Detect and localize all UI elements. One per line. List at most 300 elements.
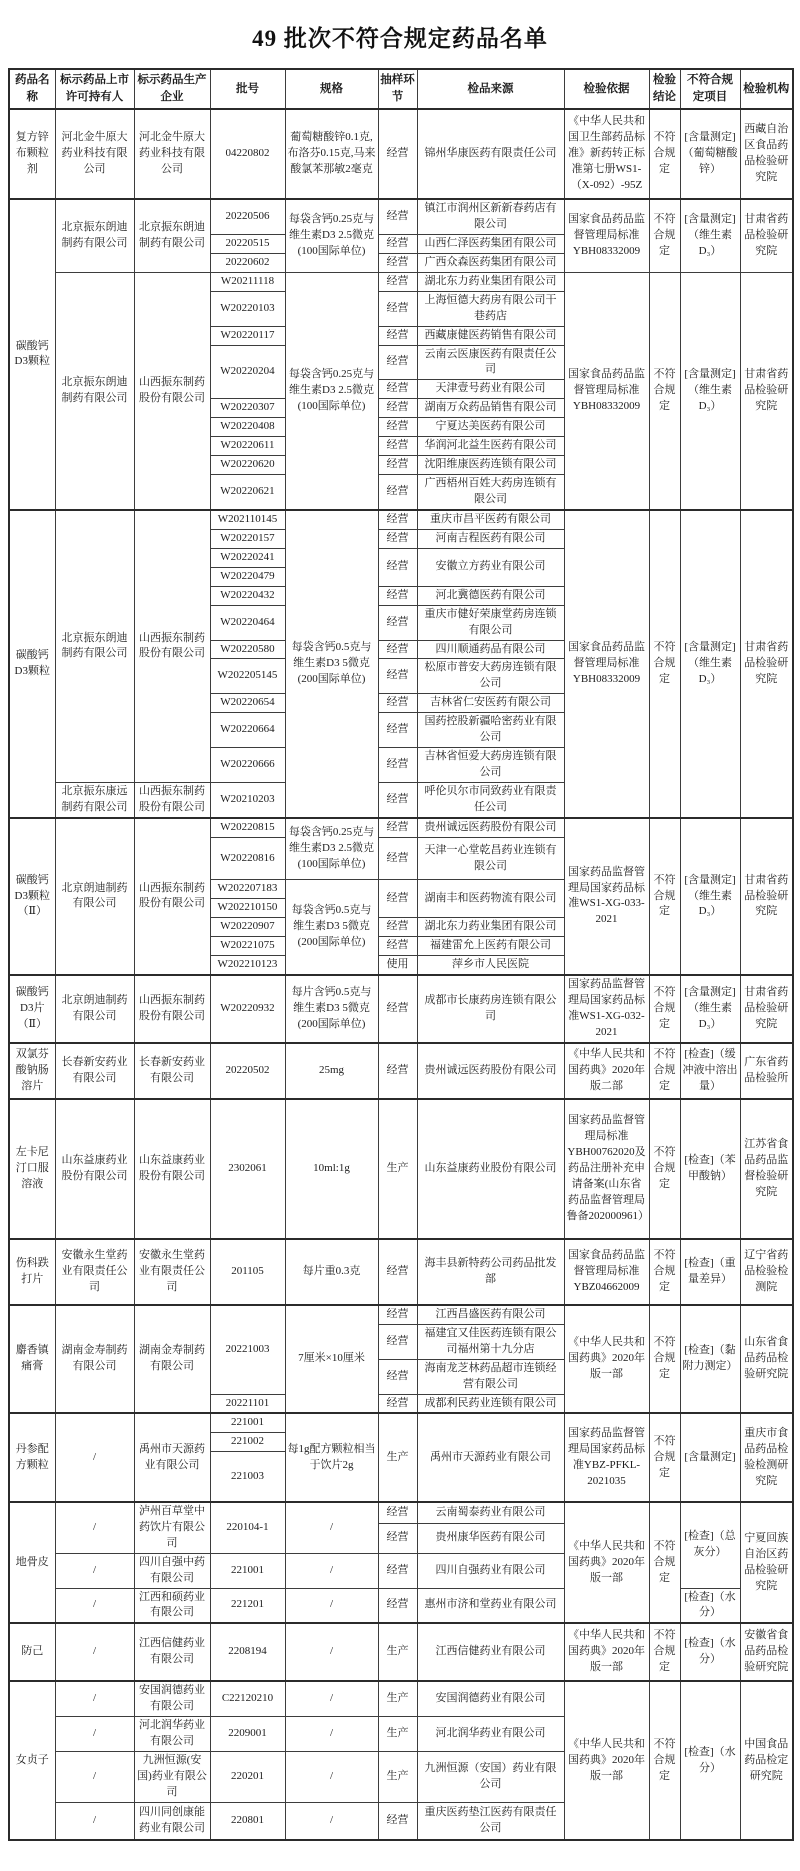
table-cell: [含量测定] — [680, 1413, 740, 1501]
table-cell: 福建雷允上医药有限公司 — [417, 937, 564, 956]
table-cell: C22120210 — [210, 1681, 285, 1716]
table-cell: 经营 — [378, 1524, 417, 1553]
table-cell: 松原市普安大药房连锁有限公司 — [417, 659, 564, 694]
table-cell: [含量测定]（维生素D₃） — [680, 510, 740, 818]
table-cell: 河北润华药业有限公司 — [134, 1717, 210, 1752]
table-cell: 河南吉程医药有限公司 — [417, 529, 564, 548]
table-cell: / — [55, 1502, 134, 1553]
table-cell: W20220654 — [210, 694, 285, 713]
table-cell: 山西仁泽医药集团有限公司 — [417, 234, 564, 253]
table-cell: 221001 — [210, 1413, 285, 1432]
table-cell: W20220907 — [210, 918, 285, 937]
table-cell: 山西振东制药股份有限公司 — [134, 510, 210, 783]
table-cell: 不符合规定 — [649, 1623, 680, 1681]
table-cell: 每片重0.3克 — [285, 1239, 378, 1305]
table-cell: [检查]（水分） — [680, 1681, 740, 1840]
table-cell: W20220307 — [210, 399, 285, 418]
table-cell: 经营 — [378, 456, 417, 475]
column-header: 检验机构 — [740, 69, 793, 109]
table-cell: 220201 — [210, 1752, 285, 1803]
table-cell: 每袋含钙0.5克与维生素D3 5微克(200国际单位) — [285, 510, 378, 818]
table-cell: 2208194 — [210, 1623, 285, 1681]
table-cell: 宁夏达美医药有限公司 — [417, 418, 564, 437]
table-cell: 甘肃省药品检验研究院 — [740, 818, 793, 975]
table-cell: 镇江市润州区新新春药店有限公司 — [417, 199, 564, 234]
table-cell: 2302061 — [210, 1099, 285, 1239]
table-cell: 中国食品药品检定研究院 — [740, 1681, 793, 1840]
table-cell: 生产 — [378, 1717, 417, 1752]
table-cell: 长春新安药业有限公司 — [55, 1043, 134, 1099]
table-cell: 经营 — [378, 548, 417, 586]
table-cell: 经营 — [378, 713, 417, 748]
table-cell: W20220479 — [210, 567, 285, 586]
table-cell: 经营 — [378, 1043, 417, 1099]
table-cell: 每袋含钙0.25克与维生素D3 2.5微克(100国际单位) — [285, 199, 378, 272]
table-cell: / — [55, 1802, 134, 1840]
column-header: 标示药品生产企业 — [134, 69, 210, 109]
table-row — [9, 1239, 793, 1305]
table-cell: 云南蜀泰药业有限公司 — [417, 1502, 564, 1524]
table-cell: 北京振东朗迪制药有限公司 — [134, 199, 210, 272]
table-cell: / — [285, 1553, 378, 1588]
table-row — [9, 1681, 793, 1716]
table-cell: 贵州诚远医药股份有限公司 — [417, 818, 564, 838]
table-cell: 山东益康药业股份有限公司 — [417, 1099, 564, 1239]
table-cell: 《中华人民共和国药典》2020年版一部 — [564, 1681, 649, 1840]
table-cell: 经营 — [378, 253, 417, 272]
table-cell: W20211118 — [210, 272, 285, 291]
table-cell: 惠州市济和堂药业有限公司 — [417, 1588, 564, 1623]
table-cell: 河北冀德医药有限公司 — [417, 586, 564, 605]
table-cell: 地骨皮 — [9, 1502, 55, 1624]
table-cell: 不符合规定 — [649, 199, 680, 272]
table-cell: 甘肃省药品检验研究院 — [740, 510, 793, 818]
table-cell: 江西信健药业有限公司 — [417, 1623, 564, 1681]
table-cell: 女贞子 — [9, 1681, 55, 1840]
table-cell: 每袋含钙0.25克与维生素D3 2.5微克(100国际单位) — [285, 272, 378, 510]
table-cell: 江西信健药业有限公司 — [134, 1623, 210, 1681]
table-cell: W20221075 — [210, 937, 285, 956]
table-cell: 经营 — [378, 1588, 417, 1623]
table-cell: 2209001 — [210, 1717, 285, 1752]
table-cell: 重庆医药垫江医药有限责任公司 — [417, 1802, 564, 1840]
table-cell: 经营 — [378, 783, 417, 818]
table-cell: 山东益康药业股份有限公司 — [134, 1099, 210, 1239]
table-cell: 220104-1 — [210, 1502, 285, 1553]
table-cell: [含量测定]（维生素D₃） — [680, 818, 740, 975]
table-row — [9, 272, 793, 291]
table-cell: W20220432 — [210, 586, 285, 605]
table-cell: 河北金牛原大药业科技有限公司 — [134, 109, 210, 199]
table-cell: / — [285, 1717, 378, 1752]
table-cell: 安国润德药业有限公司 — [417, 1681, 564, 1716]
table-cell: 国家食品药品监督管理局标准YBH08332009 — [564, 199, 649, 272]
table-cell: W20220408 — [210, 418, 285, 437]
table-cell: 220801 — [210, 1802, 285, 1840]
table-row — [9, 1413, 793, 1432]
table-cell: 麝香镇痛膏 — [9, 1305, 55, 1414]
table-cell: / — [285, 1752, 378, 1803]
column-header: 标示药品上市许可持有人 — [55, 69, 134, 109]
table-cell: 经营 — [378, 234, 417, 253]
table-cell: 西藏自治区食品药品检验研究院 — [740, 109, 793, 199]
table-cell: 甘肃省药品检验研究院 — [740, 272, 793, 510]
table-cell: 10ml:1g — [285, 1099, 378, 1239]
report-table — [8, 68, 794, 1841]
table-cell: 禹州市天源药业有限公司 — [417, 1413, 564, 1501]
table-cell: 成都利民药业连锁有限公司 — [417, 1394, 564, 1413]
table-cell: 经营 — [378, 640, 417, 659]
table-cell: 7厘米×10厘米 — [285, 1305, 378, 1414]
table-cell: 山西振东制药股份有限公司 — [134, 783, 210, 818]
table-cell: W20220580 — [210, 640, 285, 659]
table-cell: 重庆市昌平医药有限公司 — [417, 510, 564, 529]
table-cell: 伤科跌打片 — [9, 1239, 55, 1305]
table-cell: [检查]（缓冲液中溶出量） — [680, 1043, 740, 1099]
table-cell: 不符合规定 — [649, 1502, 680, 1624]
table-cell: 安徽省食品药品检验研究院 — [740, 1623, 793, 1681]
table-cell: 云南云医康医药有限责任公司 — [417, 345, 564, 380]
table-cell: 经营 — [378, 1305, 417, 1324]
table-cell: 经营 — [378, 380, 417, 399]
table-cell: 华润河北益生医药有限公司 — [417, 437, 564, 456]
table-cell: 九洲恒源(安国)药业有限公司 — [134, 1752, 210, 1803]
table-cell: 安徽立方药业有限公司 — [417, 548, 564, 586]
table-cell: [检查]（黏附力测定） — [680, 1305, 740, 1414]
table-row — [9, 1305, 793, 1324]
table-cell: 丹参配方颗粒 — [9, 1413, 55, 1501]
column-header: 药品名称 — [9, 69, 55, 109]
table-row — [9, 199, 793, 234]
table-cell: 湖南金寿制药有限公司 — [134, 1305, 210, 1414]
column-header: 不符合规定项目 — [680, 69, 740, 109]
table-cell: 不符合规定 — [649, 818, 680, 975]
table-cell: 四川同创康能药业有限公司 — [134, 1802, 210, 1840]
table-cell: 经营 — [378, 199, 417, 234]
table-cell: 山西振东制药股份有限公司 — [134, 272, 210, 510]
table-cell: / — [285, 1623, 378, 1681]
table-cell: 天津一心堂乾昌药业连锁有限公司 — [417, 838, 564, 880]
table-cell: W202210123 — [210, 956, 285, 975]
table-cell: 每1g配方颗粒相当于饮片2g — [285, 1413, 378, 1501]
table-cell: / — [285, 1588, 378, 1623]
table-cell: 北京振东朗迪制药有限公司 — [55, 272, 134, 510]
table-cell: 四川自强中药有限公司 — [134, 1553, 210, 1588]
table-cell: 国家药品监督管理局标准YBH00762020及药品注册补充申请备案(山东省药品监督管理局鲁备202000961） — [564, 1099, 649, 1239]
table-cell: W20220932 — [210, 975, 285, 1043]
table-cell: 经营 — [378, 529, 417, 548]
table-cell: 江西昌盛医药有限公司 — [417, 1305, 564, 1324]
table-cell: W202207183 — [210, 880, 285, 899]
table-cell: 萍乡市人民医院 — [417, 956, 564, 975]
table-row — [9, 510, 793, 529]
table-cell: 天津壹号药业有限公司 — [417, 380, 564, 399]
table-cell: 经营 — [378, 399, 417, 418]
table-row — [9, 1623, 793, 1681]
table-cell: 经营 — [378, 1394, 417, 1413]
table-cell: / — [55, 1413, 134, 1501]
table-cell: [检查]（水分） — [680, 1623, 740, 1681]
table-cell: W20220117 — [210, 326, 285, 345]
table-cell: 长春新安药业有限公司 — [134, 1043, 210, 1099]
table-cell: 湖南金寿制药有限公司 — [55, 1305, 134, 1414]
table-cell: 经营 — [378, 326, 417, 345]
table-cell: [含量测定]（葡萄糖酸锌） — [680, 109, 740, 199]
page-title: 49 批次不符合规定药品名单 — [252, 26, 548, 51]
table-cell: 221201 — [210, 1588, 285, 1623]
table-cell: 经营 — [378, 605, 417, 640]
table-cell: 吉林省仁安医药有限公司 — [417, 694, 564, 713]
table-cell: 吉林省恒爱大药房连锁有限公司 — [417, 748, 564, 783]
table-cell: 广西梧州百姓大药房连锁有限公司 — [417, 475, 564, 510]
table-cell: 上海恒德大药房有限公司干巷药店 — [417, 291, 564, 326]
table-cell: 江苏省食品药品监督检验研究院 — [740, 1099, 793, 1239]
table-cell: / — [55, 1752, 134, 1803]
table-cell: 重庆市食品药品检验检测研究院 — [740, 1413, 793, 1501]
table-cell: W20220620 — [210, 456, 285, 475]
table-cell: 锦州华康医药有限责任公司 — [417, 109, 564, 199]
table-cell: 北京朗迪制药有限公司 — [55, 818, 134, 975]
table-cell: 经营 — [378, 475, 417, 510]
table-cell: 经营 — [378, 937, 417, 956]
table-cell: 九洲恒源（安国）药业有限公司 — [417, 1752, 564, 1803]
table-cell: [检查]（水分） — [680, 1588, 740, 1623]
table-cell: 04220802 — [210, 109, 285, 199]
table-cell: 生产 — [378, 1413, 417, 1501]
table-cell: 不符合规定 — [649, 510, 680, 818]
table-cell: 葡萄糖酸锌0.1克,布洛芬0.15克,马来酸氯苯那敏2毫克 — [285, 109, 378, 199]
table-cell: 成都市长康药房连锁有限公司 — [417, 975, 564, 1043]
table-cell: W20220611 — [210, 437, 285, 456]
table-cell: 经营 — [378, 659, 417, 694]
table-cell: 不符合规定 — [649, 1099, 680, 1239]
table-cell: 甘肃省药品检验研究院 — [740, 199, 793, 272]
table-cell: 221001 — [210, 1553, 285, 1588]
table-cell: 碳酸钙D3颗粒 — [9, 510, 55, 818]
table-cell: 沈阳维康医药连锁有限公司 — [417, 456, 564, 475]
table-cell: [含量测定]（维生素D₃） — [680, 975, 740, 1043]
table-cell: 每袋含钙0.25克与维生素D3 2.5微克(100国际单位) — [285, 818, 378, 880]
table-cell: 《中华人民共和国卫生部药品标准》新药转正标准第七册WS1-（X-092）-95Z — [564, 109, 649, 199]
table-cell: 经营 — [378, 418, 417, 437]
table-cell: W20220666 — [210, 748, 285, 783]
table-cell: 201105 — [210, 1239, 285, 1305]
table-cell: 北京振东朗迪制药有限公司 — [55, 510, 134, 783]
table-cell: W20220464 — [210, 605, 285, 640]
table-cell: 不符合规定 — [649, 975, 680, 1043]
table-cell: 不符合规定 — [649, 109, 680, 199]
table-cell: W20220621 — [210, 475, 285, 510]
column-header: 批号 — [210, 69, 285, 109]
table-cell: 国药控股新疆哈密药业有限公司 — [417, 713, 564, 748]
table-cell: 国家食品药品监督管理局标准YBH08332009 — [564, 510, 649, 818]
table-cell: 经营 — [378, 918, 417, 937]
table-cell: 不符合规定 — [649, 1681, 680, 1840]
table-cell: 江西和硕药业有限公司 — [134, 1588, 210, 1623]
table-cell: 山西振东制药股份有限公司 — [134, 975, 210, 1043]
table-cell: 河北润华药业有限公司 — [417, 1717, 564, 1752]
table-cell: 国家食品药品监督管理局标准YBZ04662009 — [564, 1239, 649, 1305]
table-cell: 20221101 — [210, 1394, 285, 1413]
table-cell: 《中华人民共和国药典》2020年版一部 — [564, 1623, 649, 1681]
table-cell: 海南龙芝林药品超市连锁经营有限公司 — [417, 1359, 564, 1394]
table-cell: W20220815 — [210, 818, 285, 838]
table-cell: 经营 — [378, 880, 417, 918]
table-cell: 经营 — [378, 345, 417, 380]
table-cell: [含量测定]（维生素D₃） — [680, 199, 740, 272]
table-cell: 《中华人民共和国药典》2020年版二部 — [564, 1043, 649, 1099]
table-cell: 经营 — [378, 510, 417, 529]
table-row — [9, 1099, 793, 1239]
table-cell: 山东省食品药品检验研究院 — [740, 1305, 793, 1414]
table-cell: 复方锌布颗粒剂 — [9, 109, 55, 199]
table-cell: / — [55, 1717, 134, 1752]
table-cell: / — [55, 1588, 134, 1623]
table-cell: 防己 — [9, 1623, 55, 1681]
table-cell: 北京振东朗迪制药有限公司 — [55, 199, 134, 272]
table-cell: 《中华人民共和国药典》2020年版一部 — [564, 1305, 649, 1414]
table-cell: 国家食品药品监督管理局标准YBH08332009 — [564, 272, 649, 510]
table-cell: 湖南万众药品销售有限公司 — [417, 399, 564, 418]
table-cell: 左卡尼汀口服溶液 — [9, 1099, 55, 1239]
table-cell: 经营 — [378, 272, 417, 291]
table-cell: 经营 — [378, 291, 417, 326]
table-cell: [检查]（总灰分） — [680, 1502, 740, 1588]
table-cell: 安徽永生堂药业有限责任公司 — [134, 1239, 210, 1305]
table-cell: 经营 — [378, 975, 417, 1043]
table-cell: 生产 — [378, 1681, 417, 1716]
table-cell: W20220157 — [210, 529, 285, 548]
table-cell: 甘肃省药品检验研究院 — [740, 975, 793, 1043]
table-cell: 20220515 — [210, 234, 285, 253]
table-cell: 广东省药品检验所 — [740, 1043, 793, 1099]
table-cell: 安徽永生堂药业有限责任公司 — [55, 1239, 134, 1305]
table-cell: 经营 — [378, 1324, 417, 1359]
table-cell: 贵州康华医药有限公司 — [417, 1524, 564, 1553]
table-cell: 20220502 — [210, 1043, 285, 1099]
table-cell: 《中华人民共和国药典》2020年版一部 — [564, 1502, 649, 1624]
table-cell: / — [285, 1681, 378, 1716]
table-cell: 山西振东制药股份有限公司 — [134, 818, 210, 975]
table-cell: 不符合规定 — [649, 272, 680, 510]
table-row — [9, 1502, 793, 1524]
table-cell: 经营 — [378, 694, 417, 713]
table-row — [9, 109, 793, 199]
column-header: 抽样环节 — [378, 69, 417, 109]
table-cell: 221003 — [210, 1452, 285, 1502]
table-cell: 不符合规定 — [649, 1239, 680, 1305]
table-cell: 四川顺通药品有限公司 — [417, 640, 564, 659]
table-cell: 宁夏回族自治区药品检验研究院 — [740, 1502, 793, 1624]
column-header: 检品来源 — [417, 69, 564, 109]
table-cell: 使用 — [378, 956, 417, 975]
table-cell: 广西众森医药集团有限公司 — [417, 253, 564, 272]
table-row — [9, 975, 793, 1043]
table-cell: 经营 — [378, 838, 417, 880]
table-cell: 221002 — [210, 1433, 285, 1452]
table-cell: [含量测定]（维生素D₃） — [680, 272, 740, 510]
table-cell: 河北金牛原大药业科技有限公司 — [55, 109, 134, 199]
table-cell: W20220103 — [210, 291, 285, 326]
table-cell: 经营 — [378, 1239, 417, 1305]
table-cell: 海丰县新特药公司药品批发部 — [417, 1239, 564, 1305]
table-cell: / — [55, 1623, 134, 1681]
table-cell: 贵州诚远医药股份有限公司 — [417, 1043, 564, 1099]
table-row — [9, 818, 793, 838]
table-cell: / — [55, 1553, 134, 1588]
table-cell: 生产 — [378, 1623, 417, 1681]
table-cell: 湖南丰和医药物流有限公司 — [417, 880, 564, 918]
table-cell: 经营 — [378, 1502, 417, 1524]
table-cell: 生产 — [378, 1752, 417, 1803]
table-cell: 重庆市健好荣康堂药房连锁有限公司 — [417, 605, 564, 640]
table-cell: [检查]（重量差异） — [680, 1239, 740, 1305]
table-cell: 经营 — [378, 1553, 417, 1588]
table-cell: 不符合规定 — [649, 1043, 680, 1099]
table-cell: W202205145 — [210, 659, 285, 694]
table-cell: 不符合规定 — [649, 1413, 680, 1501]
table-cell: 碳酸钙D3颗粒（Ⅱ） — [9, 818, 55, 975]
table-cell: 20220506 — [210, 199, 285, 234]
table-cell: 西藏康健医药销售有限公司 — [417, 326, 564, 345]
table-cell: 四川自强药业有限公司 — [417, 1553, 564, 1588]
table-cell: 北京朗迪制药有限公司 — [55, 975, 134, 1043]
table-cell: W20220241 — [210, 548, 285, 567]
table-cell: 禹州市天源药业有限公司 — [134, 1413, 210, 1501]
table-cell: 国家药品监督管理局国家药品标准YBZ-PFKL-2021035 — [564, 1413, 649, 1501]
table-cell: 不符合规定 — [649, 1305, 680, 1414]
table-cell: 安国润德药业有限公司 — [134, 1681, 210, 1716]
report-table-body — [9, 109, 793, 1840]
table-cell: 经营 — [378, 109, 417, 199]
table-cell: 呼伦贝尔市同致药业有限责任公司 — [417, 783, 564, 818]
table-cell: W20220204 — [210, 345, 285, 399]
table-cell: W20220816 — [210, 838, 285, 880]
table-cell: 国家药品监督管理局国家药品标准WS1-XG-032-2021 — [564, 975, 649, 1043]
table-cell: 国家药品监督管理局国家药品标准WS1-XG-033-2021 — [564, 818, 649, 975]
table-cell: [检查]（苯甲酸钠） — [680, 1099, 740, 1239]
table-cell: W202210150 — [210, 899, 285, 918]
table-cell: 碳酸钙D3颗粒 — [9, 199, 55, 510]
table-cell: W20220664 — [210, 713, 285, 748]
table-cell: 生产 — [378, 1099, 417, 1239]
table-cell: 经营 — [378, 1359, 417, 1394]
table-cell: 经营 — [378, 1802, 417, 1840]
column-header: 检验结论 — [649, 69, 680, 109]
table-cell: 25mg — [285, 1043, 378, 1099]
table-cell: 辽宁省药品检验检测院 — [740, 1239, 793, 1305]
column-header: 规格 — [285, 69, 378, 109]
table-cell: 经营 — [378, 818, 417, 838]
table-cell: 泸州百草堂中药饮片有限公司 — [134, 1502, 210, 1553]
table-cell: 湖北东力药业集团有限公司 — [417, 272, 564, 291]
table-cell: 福建宜又佳医药连锁有限公司福州第十九分店 — [417, 1324, 564, 1359]
table-cell: 经营 — [378, 748, 417, 783]
table-cell: / — [55, 1681, 134, 1716]
table-cell: 碳酸钙D3片（Ⅱ） — [9, 975, 55, 1043]
column-header: 检验依据 — [564, 69, 649, 109]
table-cell: 20221003 — [210, 1305, 285, 1394]
table-cell: 每袋含钙0.5克与维生素D3 5微克(200国际单位) — [285, 880, 378, 975]
table-cell: W202110145 — [210, 510, 285, 529]
table-row — [9, 1043, 793, 1099]
table-cell: 经营 — [378, 586, 417, 605]
table-cell: 湖北东力药业集团有限公司 — [417, 918, 564, 937]
table-cell: 经营 — [378, 437, 417, 456]
table-cell: / — [285, 1802, 378, 1840]
table-cell: W20210203 — [210, 783, 285, 818]
table-cell: / — [285, 1502, 378, 1553]
